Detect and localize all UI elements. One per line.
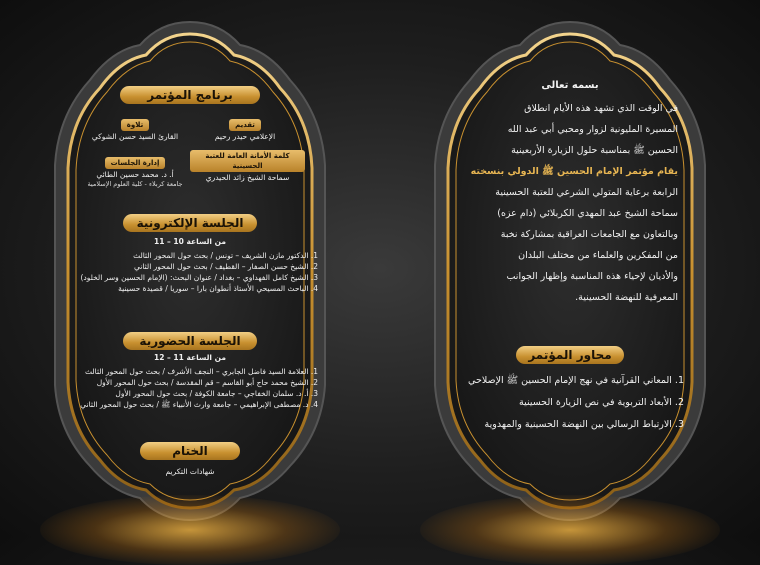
role-recitation bbox=[80, 112, 190, 142]
session-electronic-title: الجلسة الإلكترونية bbox=[123, 214, 257, 232]
axes-list bbox=[462, 370, 684, 436]
role-label: تلاوة bbox=[121, 119, 149, 131]
intro-line: المعرفية للنهضة الحسينية. bbox=[575, 292, 678, 303]
closing-title: الختام bbox=[140, 442, 240, 460]
role-secretariat-speech bbox=[190, 150, 305, 183]
session-in-person-title: الجلسة الحضورية bbox=[123, 332, 257, 350]
list-item: 2. الشيخ حسن الصفار – القطيف / بحث حول المحور الثاني bbox=[134, 262, 318, 271]
intro-line: والأديان لإحياء هذه المناسبة وإظهار الجوانب bbox=[506, 271, 678, 282]
role-session-management bbox=[80, 150, 190, 189]
axes-title: محاور المؤتمر bbox=[516, 346, 624, 364]
program-title: برنامج المؤتمر bbox=[120, 86, 260, 104]
intro-line: الرابعة برعاية المتولي الشرعي للعتبة الحسينية bbox=[495, 187, 678, 198]
intro-line: يقام مؤتمر الإمام الحسين ﷺ الدولي بنسخته bbox=[470, 166, 678, 177]
intro-line: المسيرة المليونية لزوار ومحبي أبي عبد الله bbox=[507, 124, 678, 135]
list-item: 1. الدكتور مازن الشريف – تونس / بحث حول المحور الثالث bbox=[133, 251, 318, 260]
role-label: تقديم bbox=[229, 119, 261, 131]
role-label: كلمة الأمانة العامة للعتبة الحسينية bbox=[190, 150, 305, 172]
role-presenter bbox=[190, 112, 300, 142]
intro-line: من المفكرين والعلماء من مختلف البلدان bbox=[518, 250, 678, 261]
intro-line: سماحة الشيخ عبد المهدي الكربلائي (دام عزه) bbox=[497, 208, 678, 219]
intro-line: الحسين ﷺ بمناسبة حلول الزيارة الأربعينية bbox=[511, 145, 678, 156]
list-item: 3. الشيخ كامل الفهداوي – بغداد / عنوان البحث: (الإمام الحسين وسر الخلود) bbox=[80, 273, 318, 282]
closing-text: شهادات التكريم bbox=[165, 467, 215, 476]
session-in-person-time: من الساعة 11 – 12 bbox=[154, 353, 226, 362]
list-item: 2. الأبعاد التربوية في نص الزيارة الحسينية bbox=[519, 397, 684, 408]
list-item: 3. أ. د. سلمان الخفاجي – جامعة الكوفة / بحث حول المحور الأول bbox=[115, 389, 318, 398]
session-in-person-list bbox=[62, 366, 318, 410]
list-item: 4. الباحث المسيحي الأستاذ أنطوان بارا – سوريا / قصيدة حسينية bbox=[118, 284, 318, 293]
list-item: 4. د. مصطفى الإبراهيمي – جامعة وارث الأنبياء ﷺ / بحث حول المحور الثاني bbox=[80, 400, 318, 409]
list-item: 2. الشيخ محمد حاج أبو القاسم – قم المقدسة / بحث حول المحور الأول bbox=[96, 378, 318, 387]
list-item: 1. المعاني القرآنية في نهج الإمام الحسين ﷺ الإصلاحي bbox=[468, 375, 684, 386]
intro-line: وبالتعاون مع الجامعات العراقية بمشاركة نخبة bbox=[500, 229, 678, 240]
role-value: أ. د. محمد حسين الطائي bbox=[96, 170, 174, 179]
role-value: القارئ السيد حسن الشوكي bbox=[91, 132, 179, 141]
intro-line: في الوقت الذي تشهد هذه الأيام انطلاق bbox=[524, 103, 678, 114]
glow-right bbox=[420, 495, 720, 565]
role-value: الإعلامي حيدر رحيم bbox=[214, 132, 276, 141]
session-electronic-time: من الساعة 10 – 11 bbox=[154, 237, 226, 246]
role-value: سماحة الشيخ زائد الحيدري bbox=[205, 173, 290, 182]
basmala: بسمه تعالى bbox=[541, 80, 599, 91]
role-value-2: جامعة كربلاء - كلية العلوم الإسلامية bbox=[87, 180, 183, 188]
glow-left bbox=[40, 495, 340, 565]
list-item: 3. الارتباط الرسالي بين النهضة الحسينية والمهدوية bbox=[484, 419, 684, 430]
session-electronic-list bbox=[62, 250, 318, 294]
intro-paragraph bbox=[462, 98, 678, 308]
list-item: 1. العلامة السيد فاضل الجابري – النجف الأشرف / بحث حول المحور الثالث bbox=[85, 367, 318, 376]
role-label: إدارة الجلسات bbox=[105, 157, 166, 169]
